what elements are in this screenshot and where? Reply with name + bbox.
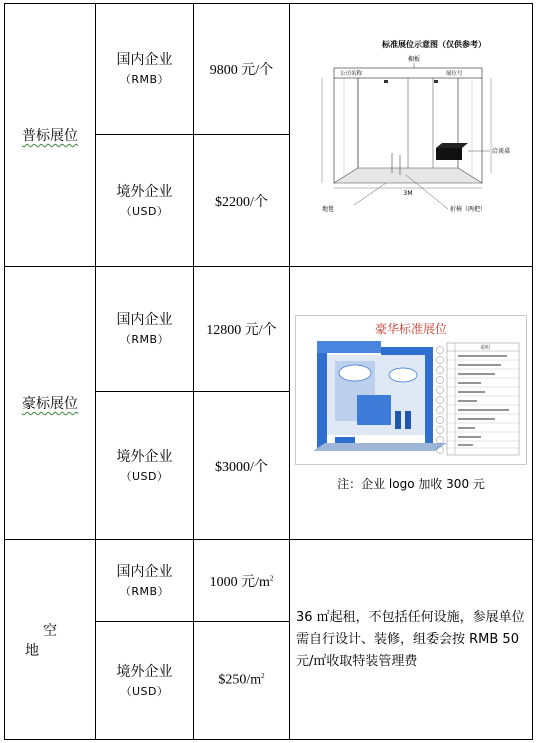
- raw-space-domestic-price: 1000 元$/m^2$: [194, 540, 290, 622]
- width-label: 3M: [403, 190, 413, 197]
- spec-list-header: 说明: [479, 344, 491, 351]
- logo-surcharge-note: 注：企业 logo 加收 300 元: [337, 476, 485, 491]
- raw-space-foreign-price: $\$250/m^2$: [194, 622, 290, 740]
- carpet-label: 地毯: [322, 206, 335, 213]
- luxury-image-title: 豪华标准展位: [374, 321, 448, 336]
- standard-foreign-org: 境外企业 （USD）: [96, 135, 194, 267]
- luxury-domestic-org: 国内企业 （RMB）: [96, 267, 194, 392]
- chairs-label: 折椅（两把）: [450, 206, 487, 213]
- standard-booth-diagram-cell: [290, 4, 533, 267]
- raw-space-category: 空地: [5, 540, 96, 740]
- raw-space-domestic-row: [5, 540, 533, 622]
- standard-domestic-price: 9800 元/个: [194, 4, 290, 135]
- booth-number-label: 展位号: [446, 71, 463, 77]
- counter-table: [436, 148, 462, 160]
- standard-booth-diagram: [296, 33, 526, 233]
- carpet-floor: [334, 168, 482, 183]
- diagram-title: 标准展位示意图（仅供参考）: [382, 40, 486, 49]
- raw-space-foreign-org: 境外企业 （USD）: [96, 622, 194, 740]
- raw-space-domestic-org: 国内企业 （RMB）: [96, 540, 194, 622]
- luxury-booth-domestic-row: [5, 267, 533, 392]
- luxury-domestic-price: 12800 元/个: [194, 267, 290, 392]
- luxury-booth-image-cell: [290, 267, 533, 540]
- standard-booth-domestic-row: [5, 4, 533, 135]
- fascia-label: 楣板: [407, 56, 421, 63]
- luxury-foreign-price: $3000/个: [194, 392, 290, 540]
- luxury-booth-image: [295, 315, 527, 465]
- standard-foreign-price: $2200/个: [194, 135, 290, 267]
- table-label: 洽谈桌: [492, 148, 511, 155]
- booth-price-table: [4, 3, 533, 740]
- company-name-label: 公司名称: [340, 71, 363, 77]
- raw-space-description: 36 ㎡起租，不包括任何设施，参展单位需自行设计、装修，组委会按 RMB 50 元/㎡收取特装管理费: [290, 540, 533, 740]
- standard-domestic-org: 国内企业 （RMB）: [96, 4, 194, 135]
- standard-booth-category: 普标展位: [5, 4, 96, 267]
- luxury-foreign-org: 境外企业 （USD）: [96, 392, 194, 540]
- luxury-booth-category: 豪标展位: [5, 267, 96, 540]
